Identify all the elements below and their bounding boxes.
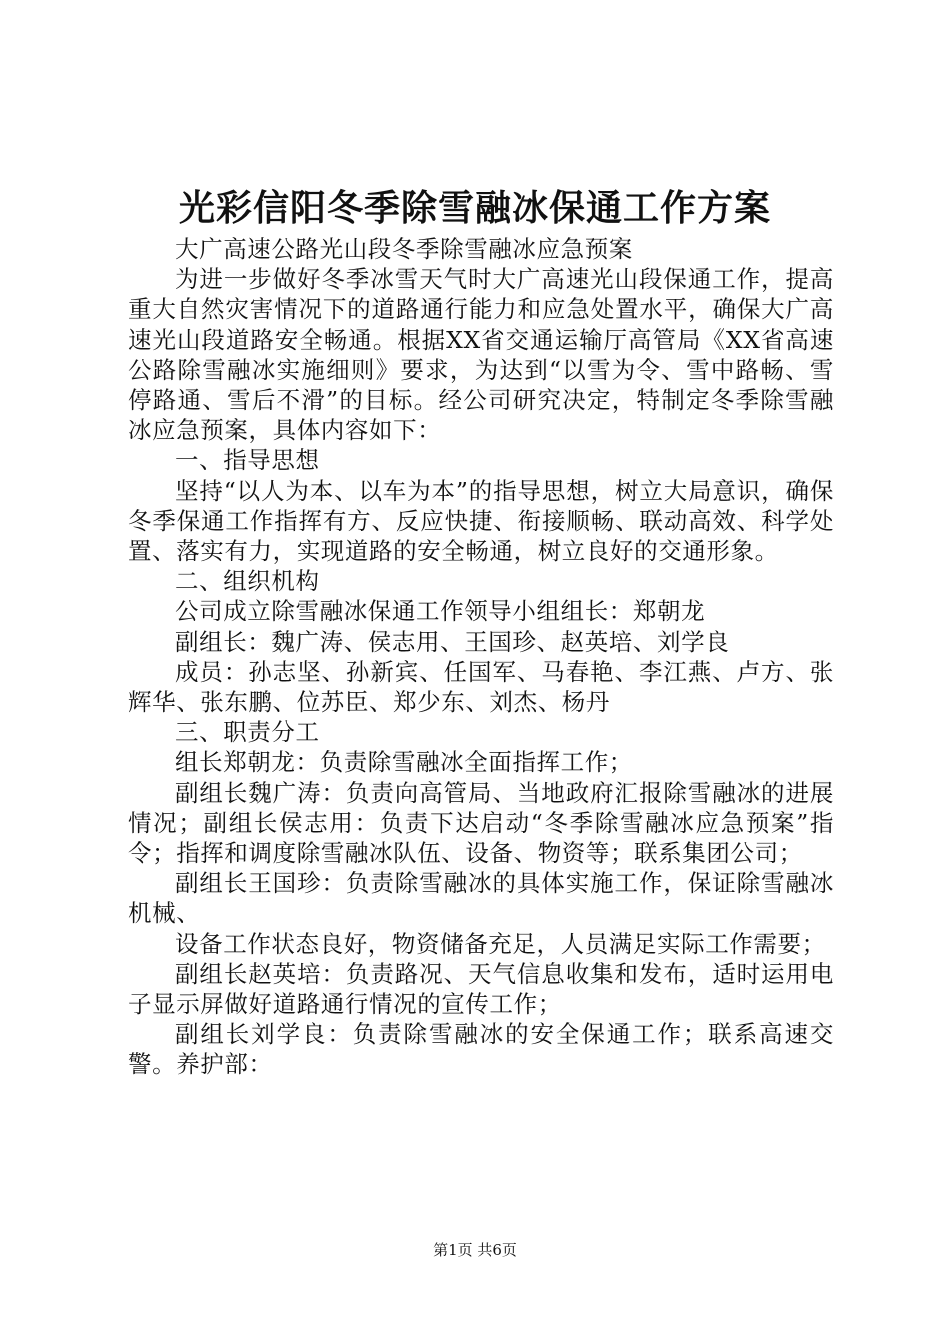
- paragraph-duty-wang: 副组长王国珍：负责除雪融冰的具体实施工作，保证除雪融冰机械、: [128, 869, 834, 928]
- page-number-footer: 第1页 共6页: [433, 1241, 517, 1259]
- document-title: 光彩信阳冬季除雪融冰保通工作方案: [178, 187, 771, 229]
- paragraph-guiding-ideology: 坚持“以人为本、以车为本”的指导思想，树立大局意识，确保冬季保通工作指挥有方、反应快捷、衔接顺畅、联动高效、科学处置、落实有力，实现道路的安全畅通，树立良好的交通形象。: [128, 476, 834, 566]
- paragraph-members: 成员：孙志坚、孙新宾、任国军、马春艳、李江燕、卢方、张辉华、张东鹏、位苏臣、郑少东、刘杰、杨丹: [128, 657, 834, 717]
- paragraph-duty-liu: 副组长刘学良：负责除雪融冰的安全保通工作；联系高速交警。养护部：: [128, 1020, 834, 1079]
- paragraph-duty-wei: 副组长魏广涛：负责向高管局、当地政府汇报除雪融冰的进展情况；副组长侯志用：负责下达启动“冬季除雪融冰应急预案”指令；指挥和调度除雪融冰队伍、设备、物资等；联系集团公司；: [128, 778, 834, 868]
- heading-guiding-ideology: 一、指导思想: [175, 446, 320, 475]
- paragraph-intro: 为进一步做好冬季冰雪天气时大广高速光山段保通工作，提高重大自然灾害情况下的道路通行能力和应急处置水平，确保大广高速光山段道路安全畅通。根据XX省交通运输厅高管局《XX省高速公路除雪融冰实施细则》要求，为达到“以雪为令、雪中路畅、雪停路通、雪后不滑”的目标。经公司研究决定，特制定冬季除雪融冰应急预案，具体内容如下：: [128, 265, 834, 445]
- paragraph-leader: 公司成立除雪融冰保通工作领导小组组长：郑朝龙: [175, 597, 706, 626]
- paragraph-duty-leader: 组长郑朝龙：负责除雪融冰全面指挥工作；: [175, 748, 633, 777]
- document-body: [128, 234, 834, 1080]
- heading-organization: 二、组织机构: [175, 567, 320, 596]
- heading-responsibilities: 三、职责分工: [175, 718, 320, 747]
- paragraph-subtitle: 大广高速公路光山段冬季除雪融冰应急预案: [175, 235, 633, 263]
- paragraph-deputy-leaders: 副组长：魏广涛、侯志用、王国珍、赵英培、刘学良: [175, 627, 730, 656]
- paragraph-duty-wang-cont: 设备工作状态良好，物资储备充足，人员满足实际工作需要；: [175, 929, 826, 958]
- paragraph-duty-zhao: 副组长赵英培：负责路况、天气信息收集和发布，适时运用电子显示屏做好道路通行情况的宣传工作；: [128, 959, 834, 1019]
